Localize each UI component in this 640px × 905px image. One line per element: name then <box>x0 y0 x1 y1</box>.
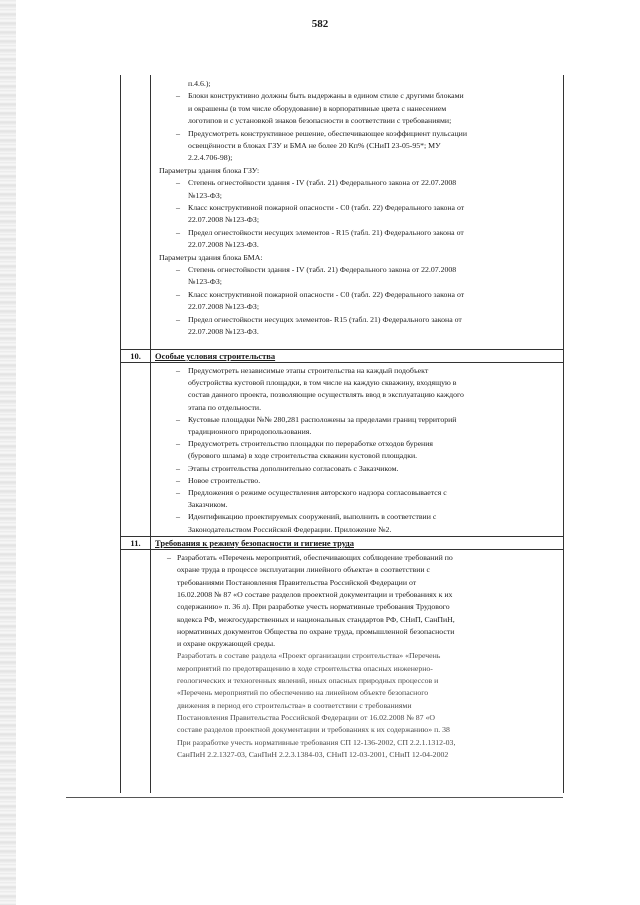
text-line: обустройства кустовой площадки, в том числе на каждую скважину, входящую в <box>188 378 457 388</box>
text-line: Степень огнестойкости здания - IV (табл. 21) Федерального закона от 22.07.2008 <box>188 178 457 188</box>
list-dash: – <box>167 553 171 562</box>
list-dash: – <box>176 475 180 485</box>
list-dash: – <box>176 488 180 497</box>
text-line: Кустовые площадки №№ 280,281 расположены за пределами границ территорий <box>188 414 457 424</box>
text-line: Предел огнестойкости несущих элементов- R15 (табл. 21) Федерального закона от <box>188 314 462 324</box>
text-line: Разработать «Перечень мероприятий, обеспечивающих соблюдение требований по <box>177 553 453 562</box>
text-line: (бурового шлама) в ходе строительства скважин кустовой площадки. <box>188 451 418 461</box>
text-line: Законодательством Российской Федерации. Приложение №2. <box>188 524 392 534</box>
text-line: геологических и техногенных явлений, иных опасных природных процессов и <box>177 676 439 685</box>
text-line: При разработке учесть нормативные требования СП 12-136-2002, СП 2.2.1.1312-03, <box>177 737 456 747</box>
text-line: движения в период его строительства» в соответствии с требованиями <box>177 700 412 710</box>
row-separator <box>121 549 563 550</box>
scan-edge-shadow <box>0 0 16 905</box>
text-line: Параметры здания блока ГЗУ: <box>159 165 260 175</box>
text-line: Предусмотреть независимые этапы строительства на каждый подобъект <box>188 366 429 375</box>
text-line: Идентификацию проектируемых сооружений, выполнить в соответствии с <box>188 512 437 522</box>
text-line: 16.02.2008 № 87 «О составе разделов проектной документации и требованиях к их <box>177 589 453 599</box>
text-line: состав данного проекта, позволяющие осуществлять ввод в эксплуатацию каждого <box>188 390 464 400</box>
list-dash: – <box>176 128 180 138</box>
section-11-title: Требования к режиму безопасности и гигиене труда <box>155 538 354 548</box>
text-line: 22.07.2008 №123-ФЗ; <box>188 302 259 312</box>
text-line: Этапы строительства дополнительно согласовать с Заказчиком. <box>188 463 399 473</box>
text-line: Параметры здания блока БМА: <box>159 252 263 262</box>
text-line: Предусмотреть строительство площадки по переработке отходов бурения <box>188 439 433 449</box>
list-dash: – <box>176 512 180 522</box>
page-bottom-rule <box>66 797 563 798</box>
text-line: нормативных документов Общества по охране труда, промышленной безопасности <box>177 626 455 636</box>
list-dash: – <box>176 314 180 324</box>
row-separator <box>121 362 563 363</box>
text-line: охране труда в процессе эксплуатации линейного объекта» в соответствии с <box>177 565 430 575</box>
text-line: освещённости в блоках ГЗУ и БМА не более 20 Кп% (СНиП 23-05-95*; МУ <box>188 141 441 150</box>
text-line: Класс конструктивной пожарной опасности - С0 (табл. 22) Федерального закона от <box>188 203 465 212</box>
list-dash: – <box>176 289 180 299</box>
list-dash: – <box>176 203 180 212</box>
section-10-title: Особые условия строительства <box>155 351 276 361</box>
requirements-table <box>120 75 564 793</box>
list-dash: – <box>176 463 180 473</box>
text-line: и охране окружающей среды. <box>177 639 276 649</box>
text-line: Разработать в составе раздела «Проект организации строительства» «Перечень <box>177 651 441 661</box>
list-dash: – <box>176 227 180 237</box>
text-line: 22.07.2008 №123-ФЗ. <box>188 240 259 250</box>
text-line: традиционного природопользования. <box>188 427 312 436</box>
text-line: составе разделов проектной документации и требованиях к их содержанию» п. 38 <box>177 725 450 735</box>
list-dash: – <box>176 414 180 424</box>
text-line: СанПиН 2.2.1327-03, СанПиН 2.2.3.1384-03, СНиП 12-03-2001, СНиП 12-04-2002 <box>177 749 449 759</box>
text-line: кодекса РФ, межгосударственных и национальных стандартов РФ, СНиП, СанПиН, <box>177 614 455 624</box>
text-line: и окрашены (в том числе оборудование) в корпоративные цвета с нанесением <box>188 103 447 113</box>
text-line: Предел огнестойкости несущих элементов - R15 (табл. 21) Федерального закона от <box>188 227 464 237</box>
text-line: Постановления Правительства Российской Федерации от 16.02.2008 № 87 «О <box>177 712 436 722</box>
text-line: требованиями Постановления Правительства Российской Федерации от <box>177 577 417 587</box>
text-line: 22.07.2008 №123-ФЗ; <box>188 215 259 225</box>
text-line: Предусмотреть конструктивное решение, обеспечивающее коэффициент пульсации <box>188 128 467 138</box>
list-dash: – <box>176 91 180 101</box>
text-line: Степень огнестойкости здания - IV (табл. 21) Федерального закона от 22.07.2008 <box>188 265 457 274</box>
section-10-number: 10. <box>130 351 141 361</box>
text-line: Новое строительство. <box>188 475 261 485</box>
list-dash: – <box>176 265 180 274</box>
list-dash: – <box>176 439 180 449</box>
text-line: логотипов и с установкой знаков безопасности в соответствии с требованиями; <box>188 116 452 126</box>
list-dash: – <box>176 366 180 375</box>
text-line: этапа по отдельности. <box>188 402 262 412</box>
section-11-number: 11. <box>130 538 141 548</box>
text-line: Предложения о режиме осуществления авторского надзора согласовывается с <box>188 488 447 497</box>
text-line: Заказчиком. <box>188 500 228 510</box>
text-line: п.4.6.); <box>188 79 211 88</box>
page-number: 582 <box>311 18 329 30</box>
text-line: мероприятий по предотвращению в ходе строительства опасных инженерно- <box>177 663 433 673</box>
list-dash: – <box>176 178 180 188</box>
number-column <box>121 75 151 793</box>
text-line: содержанию» п. 36 л). При разработке учесть нормативные требования Трудового <box>177 602 450 612</box>
row-separator <box>121 536 563 537</box>
text-line: Блоки конструктивно должны быть выдержаны в едином стиле с другими блоками <box>188 91 464 101</box>
text-line: Класс конструктивной пожарной опасности - С0 (табл. 22) Федерального закона от <box>188 289 465 299</box>
text-line: 22.07.2008 №123-ФЗ. <box>188 327 259 336</box>
text-line: «Перечень мероприятий по обеспечению на линейном объекте безопасного <box>177 688 429 698</box>
text-line: №123-ФЗ; <box>188 190 222 200</box>
row-separator <box>121 349 563 350</box>
text-line: 2.2.4.706-98); <box>188 153 233 163</box>
text-line: №123-ФЗ; <box>188 277 222 287</box>
